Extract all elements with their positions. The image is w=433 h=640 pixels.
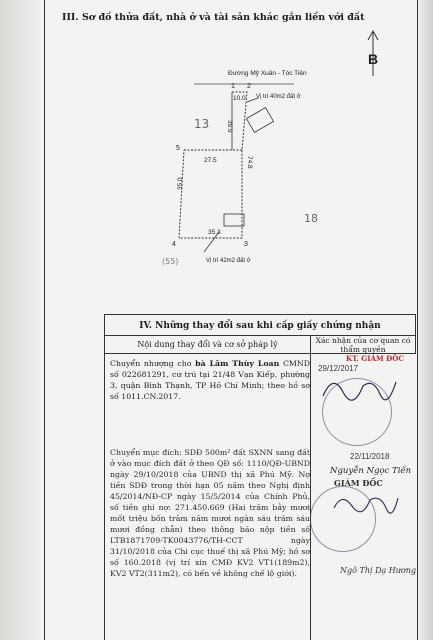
section3-title: III. Sơ đồ thửa đất, nhà ở và tài sản khác gắn liền với đất bbox=[62, 12, 365, 23]
note-house-a: Vị trí 40m2 đất ở bbox=[256, 94, 301, 100]
plot-outline bbox=[179, 92, 247, 238]
dim-left: 35.0 bbox=[177, 177, 184, 190]
handwritten-mark-c: (55) bbox=[162, 257, 179, 266]
point-5: 5 bbox=[176, 145, 180, 152]
entry2-date: 22/11/2018 bbox=[350, 452, 390, 461]
signature-2-name: Ngô Thị Dạ Hương bbox=[340, 566, 417, 575]
point-2: 2 bbox=[247, 83, 251, 90]
col-header-content: Nội dung thay đổi và cơ sở pháp lý bbox=[104, 336, 311, 354]
entry1-name: bà Lâm Thùy Loan bbox=[195, 359, 280, 368]
change-entry-1 bbox=[110, 358, 310, 402]
point-4: 4 bbox=[172, 241, 176, 248]
col-header-confirm bbox=[311, 336, 416, 354]
entry2-role: GIÁM ĐỐC bbox=[334, 478, 383, 488]
signature-2 bbox=[330, 488, 400, 518]
entry1-text: CMND số 022681291, cư trú tại 21/48 Vạn Kiếp, phường 3, quận Bình Thạnh, TP Hồ Chí Minh; theo hồ sơ số 1011.CN.2017. bbox=[110, 359, 310, 401]
handwritten-mark-a: 13 bbox=[194, 117, 210, 131]
house-area-a bbox=[246, 108, 273, 133]
point-1: 1 bbox=[231, 83, 235, 90]
col-header-confirm-text: Xác nhận của cơ quan có thẩm quyền bbox=[315, 336, 411, 354]
note-house-b: Vị trí 42m2 đất ở bbox=[206, 258, 251, 264]
handwritten-mark-b: 18 bbox=[304, 212, 318, 225]
entry1-lead: Chuyển nhượng cho bbox=[110, 359, 196, 368]
change-entry-2: Chuyển mục đích: SDĐ 500m² đất SXNN sang đất ở vào mục đích đất ở theo QĐ số: 1110/QĐ-UBND ngày 29/10/2018 của UBND thị xã Phú Mỹ. Nợ tiền SDĐ trong thời hạn 05 năm theo Nghị định 45/2014/NĐ-CP ngày 15/5/2014 của Chính Phủ, số tiền ghi nợ: 271.450.669 (Hai trăm bảy mươi mốt triệu bốn trăm năm mươi ngàn sáu trăm sáu mươi đồng chẵn) theo thông báo nộp tiền số LTB1871709-TK0043776/TH-CCT ngày 31/10/2018 của Chi cục thuế thị xã Phú Mỹ; hồ sơ số 160.2018 (vị trí xin CMĐ KV2 VT1(189m2), KV2 VT2(311m2), có bến về không chế lộ giới). bbox=[110, 448, 310, 578]
signature-1 bbox=[318, 368, 398, 408]
north-letter: B bbox=[368, 51, 379, 67]
dim-mid: 27.5 bbox=[204, 157, 217, 164]
point-3: 3 bbox=[244, 241, 248, 248]
entry1-role: KT. GIÁM ĐỐC bbox=[346, 354, 404, 363]
section4-title: IV. Những thay đổi sau khi cấp giấy chứng nhận bbox=[104, 314, 416, 336]
north-arrow-icon bbox=[362, 28, 384, 78]
dim-top: 10.0 bbox=[233, 95, 246, 102]
dim-diag: 39.9 bbox=[226, 120, 233, 133]
house-area-b bbox=[224, 214, 244, 226]
land-plot-sketch bbox=[44, 0, 416, 300]
scan-edge-right bbox=[417, 0, 433, 640]
dim-right: 74.8 bbox=[246, 156, 253, 169]
road-label: Đường Mỹ Xuân - Tóc Tiên bbox=[228, 70, 307, 77]
entry1-date: 29/12/2017 bbox=[318, 364, 359, 373]
dim-bottom: 35.3 bbox=[208, 229, 221, 236]
entry2-signer: Nguyễn Ngọc Tiến bbox=[330, 466, 412, 476]
scan-edge-left bbox=[0, 0, 40, 640]
